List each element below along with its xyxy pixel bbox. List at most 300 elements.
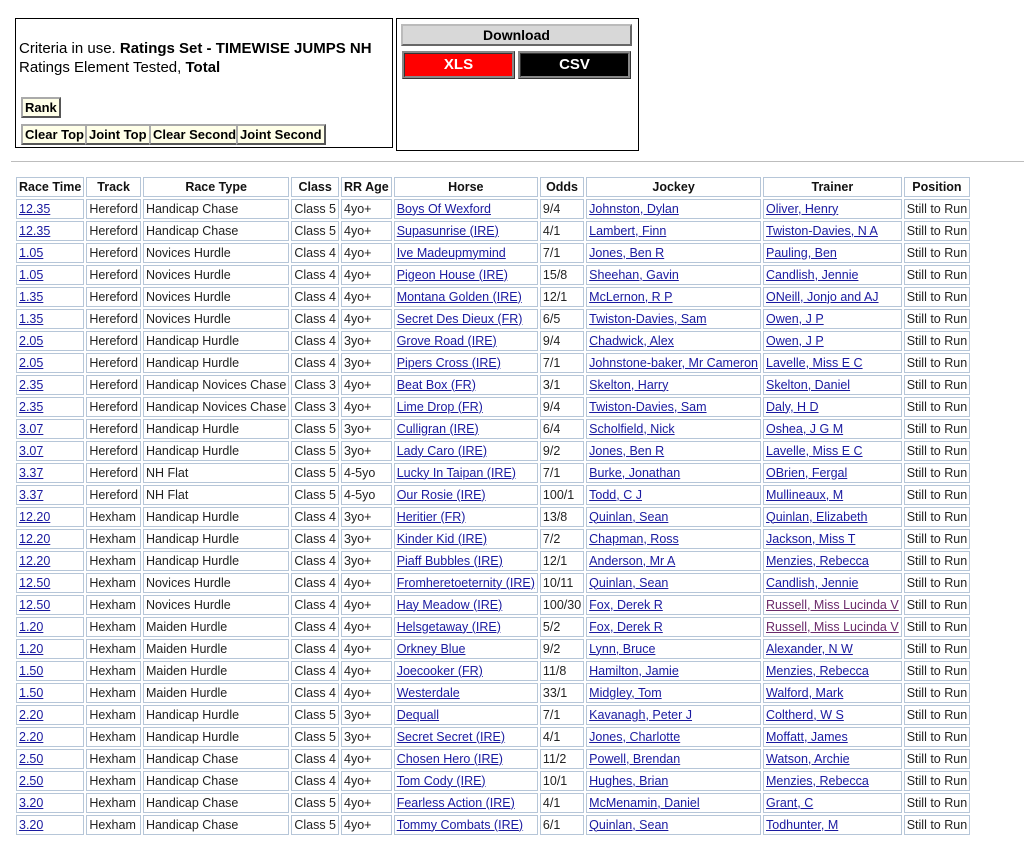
- race-type-cell: Handicap Hurdle: [143, 551, 289, 571]
- rr-age-cell: 4yo+: [341, 595, 392, 615]
- trainer-link[interactable]: Moffatt, James: [766, 729, 848, 744]
- race-time-link[interactable]: 2.50: [19, 751, 44, 766]
- jockey-cell: [586, 705, 761, 725]
- rr-age-cell: 4yo+: [341, 661, 392, 681]
- rr-age-cell: 4yo+: [341, 199, 392, 219]
- race-time-link[interactable]: 2.05: [19, 355, 44, 370]
- odds-cell: 6/5: [540, 309, 584, 329]
- trainer-link[interactable]: Mullineaux, M: [766, 487, 844, 502]
- race-time-cell: [16, 683, 84, 703]
- race-time-link[interactable]: 3.37: [19, 487, 44, 502]
- trainer-link[interactable]: Alexander, N W: [766, 641, 853, 656]
- rr-age-cell: 3yo+: [341, 441, 392, 461]
- class-cell: Class 4: [291, 507, 339, 527]
- rr-age-cell: 4yo+: [341, 573, 392, 593]
- race-type-cell: Handicap Hurdle: [143, 529, 289, 549]
- horse-link[interactable]: Culligran (IRE): [396, 421, 479, 436]
- position-cell: Still to Run: [904, 441, 970, 461]
- jockey-link[interactable]: Powell, Brendan: [589, 751, 681, 766]
- horse-cell: [394, 639, 538, 659]
- race-time-link[interactable]: 3.20: [19, 795, 44, 810]
- table-row: [16, 639, 970, 659]
- race-time-link[interactable]: 3.07: [19, 443, 44, 458]
- odds-cell: 9/4: [540, 199, 584, 219]
- trainer-link[interactable]: Oliver, Henry: [766, 201, 839, 216]
- race-time-cell: [16, 243, 84, 263]
- header-position: Position: [904, 177, 970, 197]
- jockey-link[interactable]: Jones, Ben R: [589, 245, 665, 260]
- race-time-link[interactable]: 2.50: [19, 773, 44, 788]
- horse-link[interactable]: Fearless Action (IRE): [396, 795, 515, 810]
- odds-cell: 4/1: [540, 727, 584, 747]
- table-row: [16, 617, 970, 637]
- class-cell: Class 5: [291, 727, 339, 747]
- trainer-link[interactable]: Oshea, J G M: [766, 421, 844, 436]
- horse-link[interactable]: Boys Of Wexford: [396, 201, 491, 216]
- race-time-link[interactable]: 1.35: [19, 311, 44, 326]
- trainer-link[interactable]: Menzies, Rebecca: [766, 553, 869, 568]
- table-row: [16, 419, 970, 439]
- trainer-link[interactable]: Watson, Archie: [766, 751, 850, 766]
- position-cell: Still to Run: [904, 309, 970, 329]
- position-cell: Still to Run: [904, 419, 970, 439]
- rr-age-cell: 4yo+: [341, 287, 392, 307]
- table-row: [16, 221, 970, 241]
- class-cell: Class 5: [291, 463, 339, 483]
- horse-cell: [394, 617, 538, 637]
- race-time-link[interactable]: 12.50: [19, 575, 51, 590]
- track-cell: Hexham: [86, 595, 141, 615]
- horse-cell: [394, 485, 538, 505]
- rr-age-cell: 3yo+: [341, 331, 392, 351]
- trainer-link[interactable]: Russell, Miss Lucinda V: [766, 597, 899, 612]
- race-time-link[interactable]: 1.20: [19, 641, 44, 656]
- horse-link[interactable]: Westerdale: [396, 685, 460, 700]
- jockey-link[interactable]: Lynn, Bruce: [589, 641, 656, 656]
- horse-link[interactable]: Beat Box (FR): [396, 377, 476, 392]
- race-time-cell: [16, 727, 84, 747]
- header-race-type: Race Type: [143, 177, 289, 197]
- horse-cell: [394, 397, 538, 417]
- jockey-cell: [586, 617, 761, 637]
- race-time-link[interactable]: 12.50: [19, 597, 51, 612]
- race-time-cell: [16, 463, 84, 483]
- race-time-cell: [16, 419, 84, 439]
- race-time-cell: [16, 793, 84, 813]
- race-time-link[interactable]: 12.20: [19, 509, 51, 524]
- horse-link[interactable]: Tom Cody (IRE): [396, 773, 486, 788]
- track-cell: Hexham: [86, 683, 141, 703]
- horse-cell: [394, 727, 538, 747]
- horse-link[interactable]: Secret Secret (IRE): [396, 729, 506, 744]
- clear-second-button[interactable]: Clear Second: [149, 124, 240, 145]
- trainer-link[interactable]: Candlish, Jennie: [766, 575, 859, 590]
- race-time-link[interactable]: 2.05: [19, 333, 44, 348]
- trainer-link[interactable]: Lavelle, Miss E C: [766, 355, 863, 370]
- track-cell: Hereford: [86, 287, 141, 307]
- horse-link[interactable]: Montana Golden (IRE): [396, 289, 522, 304]
- race-time-cell: [16, 265, 84, 285]
- horse-cell: [394, 265, 538, 285]
- horse-link[interactable]: Secret Des Dieux (FR): [396, 311, 523, 326]
- horse-link[interactable]: Grove Road (IRE): [396, 333, 497, 348]
- jockey-link[interactable]: Quinlan, Sean: [589, 817, 669, 832]
- jockey-link[interactable]: Jones, Ben R: [589, 443, 665, 458]
- jockey-link[interactable]: Johnston, Dylan: [589, 201, 679, 216]
- jockey-link[interactable]: McMenamin, Daniel: [589, 795, 700, 810]
- jockey-link[interactable]: Chadwick, Alex: [589, 333, 674, 348]
- trainer-link[interactable]: Menzies, Rebecca: [766, 773, 869, 788]
- track-cell: Hereford: [86, 485, 141, 505]
- horse-link[interactable]: Joecooker (FR): [396, 663, 483, 678]
- table-row: [16, 815, 970, 835]
- trainer-cell: [763, 661, 902, 681]
- rr-age-cell: 3yo+: [341, 507, 392, 527]
- race-time-link[interactable]: 1.05: [19, 245, 44, 260]
- race-time-link[interactable]: 12.20: [19, 531, 51, 546]
- jockey-link[interactable]: Hughes, Brian: [589, 773, 669, 788]
- position-cell: Still to Run: [904, 683, 970, 703]
- trainer-cell: [763, 617, 902, 637]
- track-cell: Hexham: [86, 639, 141, 659]
- table-row: [16, 749, 970, 769]
- track-cell: Hexham: [86, 529, 141, 549]
- table-row: [16, 507, 970, 527]
- jockey-link[interactable]: Fox, Derek R: [589, 619, 663, 634]
- jockey-link[interactable]: Anderson, Mr A: [589, 553, 676, 568]
- trainer-link[interactable]: Grant, C: [766, 795, 814, 810]
- track-cell: Hexham: [86, 573, 141, 593]
- horse-link[interactable]: Lime Drop (FR): [396, 399, 483, 414]
- race-time-link[interactable]: 1.20: [19, 619, 44, 634]
- track-cell: Hexham: [86, 749, 141, 769]
- rr-age-cell: 4yo+: [341, 309, 392, 329]
- horse-cell: [394, 221, 538, 241]
- header-class: Class: [291, 177, 339, 197]
- jockey-link[interactable]: Hamilton, Jamie: [589, 663, 679, 678]
- horse-link[interactable]: Lady Caro (IRE): [396, 443, 487, 458]
- race-type-cell: Handicap Hurdle: [143, 353, 289, 373]
- odds-cell: 4/1: [540, 793, 584, 813]
- jockey-link[interactable]: Burke, Jonathan: [589, 465, 681, 480]
- table-row: [16, 353, 970, 373]
- odds-cell: 6/1: [540, 815, 584, 835]
- horse-link[interactable]: Pipers Cross (IRE): [396, 355, 501, 370]
- trainer-cell: [763, 573, 902, 593]
- jockey-link[interactable]: Quinlan, Sean: [589, 575, 669, 590]
- race-type-cell: Handicap Chase: [143, 815, 289, 835]
- jockey-link[interactable]: McLernon, R P: [589, 289, 673, 304]
- class-cell: Class 4: [291, 661, 339, 681]
- odds-cell: 12/1: [540, 287, 584, 307]
- race-type-cell: Novices Hurdle: [143, 287, 289, 307]
- jockey-cell: [586, 287, 761, 307]
- jockey-link[interactable]: Lambert, Finn: [589, 223, 667, 238]
- trainer-cell: [763, 221, 902, 241]
- trainer-link[interactable]: Quinlan, Elizabeth: [766, 509, 868, 524]
- race-time-cell: [16, 199, 84, 219]
- trainer-link[interactable]: Owen, J P: [766, 333, 824, 348]
- trainer-cell: [763, 331, 902, 351]
- horse-link[interactable]: Pigeon House (IRE): [396, 267, 508, 282]
- jockey-link[interactable]: Midgley, Tom: [589, 685, 662, 700]
- race-type-cell: Handicap Chase: [143, 221, 289, 241]
- xls-download-button[interactable]: XLS: [402, 51, 515, 79]
- track-cell: Hexham: [86, 727, 141, 747]
- odds-cell: 15/8: [540, 265, 584, 285]
- horse-cell: [394, 573, 538, 593]
- jockey-link[interactable]: Kavanagh, Peter J: [589, 707, 693, 722]
- rr-age-cell: 4yo+: [341, 793, 392, 813]
- criteria-text: [19, 39, 372, 77]
- race-time-cell: [16, 705, 84, 725]
- trainer-link[interactable]: Twiston-Davies, N A: [766, 223, 878, 238]
- class-cell: Class 5: [291, 419, 339, 439]
- horse-link[interactable]: Kinder Kid (IRE): [396, 531, 487, 546]
- race-time-link[interactable]: 1.05: [19, 267, 44, 282]
- horse-cell: [394, 661, 538, 681]
- jockey-cell: [586, 441, 761, 461]
- race-time-cell: [16, 771, 84, 791]
- race-time-link[interactable]: 12.20: [19, 553, 51, 568]
- table-body: [16, 199, 970, 835]
- table-row: [16, 397, 970, 417]
- class-cell: Class 4: [291, 331, 339, 351]
- trainer-link[interactable]: Todhunter, M: [766, 817, 839, 832]
- class-cell: Class 5: [291, 705, 339, 725]
- jockey-link[interactable]: Quinlan, Sean: [589, 509, 669, 524]
- race-time-cell: [16, 331, 84, 351]
- trainer-cell: [763, 353, 902, 373]
- position-cell: Still to Run: [904, 815, 970, 835]
- jockey-link[interactable]: Jones, Charlotte: [589, 729, 681, 744]
- class-cell: Class 4: [291, 573, 339, 593]
- odds-cell: 9/2: [540, 441, 584, 461]
- trainer-link[interactable]: Menzies, Rebecca: [766, 663, 869, 678]
- trainer-link[interactable]: Candlish, Jennie: [766, 267, 859, 282]
- rr-age-cell: 3yo+: [341, 551, 392, 571]
- jockey-cell: [586, 419, 761, 439]
- race-time-link[interactable]: 2.20: [19, 729, 44, 744]
- table-row: [16, 529, 970, 549]
- trainer-link[interactable]: ONeill, Jonjo and AJ: [766, 289, 879, 304]
- race-time-cell: [16, 441, 84, 461]
- race-time-cell: [16, 529, 84, 549]
- horse-link[interactable]: Our Rosie (IRE): [396, 487, 486, 502]
- table-row: [16, 683, 970, 703]
- track-cell: Hereford: [86, 441, 141, 461]
- rr-age-cell: 4-5yo: [341, 485, 392, 505]
- jockey-cell: [586, 727, 761, 747]
- table-header-row: [16, 177, 970, 197]
- trainer-cell: [763, 485, 902, 505]
- rr-age-cell: 4yo+: [341, 375, 392, 395]
- jockey-link[interactable]: Scholfield, Nick: [589, 421, 675, 436]
- trainer-cell: [763, 727, 902, 747]
- jockey-link[interactable]: Johnstone-baker, Mr Cameron: [589, 355, 758, 370]
- jockey-cell: [586, 485, 761, 505]
- horse-link[interactable]: Orkney Blue: [396, 641, 466, 656]
- horse-link[interactable]: Chosen Hero (IRE): [396, 751, 503, 766]
- jockey-link[interactable]: Twiston-Davies, Sam: [589, 399, 707, 414]
- odds-cell: 7/1: [540, 353, 584, 373]
- race-time-link[interactable]: 2.35: [19, 399, 44, 414]
- race-type-cell: Handicap Chase: [143, 793, 289, 813]
- odds-cell: 7/1: [540, 463, 584, 483]
- track-cell: Hereford: [86, 265, 141, 285]
- table-row: [16, 309, 970, 329]
- track-cell: Hereford: [86, 463, 141, 483]
- position-cell: Still to Run: [904, 287, 970, 307]
- trainer-link[interactable]: Jackson, Miss T: [766, 531, 856, 546]
- element-value: Total: [185, 59, 221, 76]
- joint-second-button[interactable]: Joint Second: [236, 124, 326, 145]
- horse-cell: [394, 551, 538, 571]
- race-time-link[interactable]: 1.50: [19, 685, 44, 700]
- table-row: [16, 727, 970, 747]
- horse-cell: [394, 287, 538, 307]
- race-time-cell: [16, 617, 84, 637]
- jockey-cell: [586, 243, 761, 263]
- race-time-link[interactable]: 3.07: [19, 421, 44, 436]
- rr-age-cell: 4yo+: [341, 749, 392, 769]
- jockey-link[interactable]: Todd, C J: [589, 487, 642, 502]
- jockey-link[interactable]: Chapman, Ross: [589, 531, 679, 546]
- horse-cell: [394, 419, 538, 439]
- race-type-cell: Maiden Hurdle: [143, 661, 289, 681]
- track-cell: Hexham: [86, 793, 141, 813]
- track-cell: Hexham: [86, 771, 141, 791]
- position-cell: Still to Run: [904, 617, 970, 637]
- horse-link[interactable]: Fromheretoeternity (IRE): [396, 575, 535, 590]
- criteria-panel: [15, 18, 393, 148]
- race-type-cell: Handicap Chase: [143, 749, 289, 769]
- jockey-cell: [586, 375, 761, 395]
- race-time-cell: [16, 309, 84, 329]
- race-type-cell: Handicap Hurdle: [143, 727, 289, 747]
- track-cell: Hereford: [86, 309, 141, 329]
- position-cell: Still to Run: [904, 243, 970, 263]
- race-time-cell: [16, 595, 84, 615]
- trainer-link[interactable]: Pauling, Ben: [766, 245, 837, 260]
- position-cell: Still to Run: [904, 771, 970, 791]
- jockey-cell: [586, 463, 761, 483]
- horse-link[interactable]: Tommy Combats (IRE): [396, 817, 524, 832]
- header-odds: Odds: [540, 177, 584, 197]
- horse-link[interactable]: Piaff Bubbles (IRE): [396, 553, 503, 568]
- clear-top-button[interactable]: Clear Top: [21, 124, 88, 145]
- rank-button[interactable]: Rank: [21, 97, 61, 118]
- track-cell: Hereford: [86, 353, 141, 373]
- horse-link[interactable]: Lucky In Taipan (IRE): [396, 465, 516, 480]
- track-cell: Hexham: [86, 705, 141, 725]
- race-time-link[interactable]: 2.35: [19, 377, 44, 392]
- jockey-cell: [586, 749, 761, 769]
- trainer-link[interactable]: Lavelle, Miss E C: [766, 443, 863, 458]
- horse-cell: [394, 463, 538, 483]
- table-row: [16, 771, 970, 791]
- class-cell: Class 4: [291, 287, 339, 307]
- track-cell: Hereford: [86, 199, 141, 219]
- table-row: [16, 331, 970, 351]
- position-cell: Still to Run: [904, 463, 970, 483]
- race-time-cell: [16, 749, 84, 769]
- rr-age-cell: 4yo+: [341, 771, 392, 791]
- horse-link[interactable]: Supasunrise (IRE): [396, 223, 499, 238]
- ratings-set-label: Ratings Set - TIMEWISE JUMPS NH: [119, 40, 372, 57]
- criteria-prefix: Criteria in use.: [19, 40, 120, 57]
- rr-age-cell: 3yo+: [341, 419, 392, 439]
- table-row: [16, 243, 970, 263]
- trainer-cell: [763, 595, 902, 615]
- trainer-link[interactable]: OBrien, Fergal: [766, 465, 848, 480]
- trainer-link[interactable]: Coltherd, W S: [766, 707, 844, 722]
- class-cell: Class 3: [291, 397, 339, 417]
- rr-age-cell: 4yo+: [341, 815, 392, 835]
- table-row: [16, 265, 970, 285]
- horse-cell: [394, 529, 538, 549]
- horse-link[interactable]: Hay Meadow (IRE): [396, 597, 503, 612]
- table-row: [16, 661, 970, 681]
- race-time-link[interactable]: 2.20: [19, 707, 44, 722]
- race-time-cell: [16, 661, 84, 681]
- odds-cell: 12/1: [540, 551, 584, 571]
- race-type-cell: Maiden Hurdle: [143, 639, 289, 659]
- jockey-link[interactable]: Fox, Derek R: [589, 597, 663, 612]
- position-cell: Still to Run: [904, 749, 970, 769]
- jockey-link[interactable]: Sheehan, Gavin: [589, 267, 679, 282]
- jockey-cell: [586, 397, 761, 417]
- trainer-cell: [763, 639, 902, 659]
- horse-link[interactable]: Dequall: [396, 707, 440, 722]
- race-time-link[interactable]: 3.20: [19, 817, 44, 832]
- jockey-link[interactable]: Skelton, Harry: [589, 377, 669, 392]
- horse-link[interactable]: Ive Madeupmymind: [396, 245, 506, 260]
- race-time-cell: [16, 485, 84, 505]
- race-time-link[interactable]: 12.35: [19, 201, 51, 216]
- header-trainer: Trainer: [763, 177, 902, 197]
- race-time-cell: [16, 353, 84, 373]
- horse-link[interactable]: Helsgetaway (IRE): [396, 619, 501, 634]
- jockey-cell: [586, 507, 761, 527]
- jockey-link[interactable]: Twiston-Davies, Sam: [589, 311, 707, 326]
- trainer-link[interactable]: Owen, J P: [766, 311, 824, 326]
- position-cell: Still to Run: [904, 485, 970, 505]
- trainer-link[interactable]: Walford, Mark: [766, 685, 844, 700]
- trainer-cell: [763, 815, 902, 835]
- trainer-link[interactable]: Skelton, Daniel: [766, 377, 851, 392]
- race-time-link[interactable]: 1.35: [19, 289, 44, 304]
- race-time-link[interactable]: 3.37: [19, 465, 44, 480]
- position-cell: Still to Run: [904, 507, 970, 527]
- odds-cell: 10/1: [540, 771, 584, 791]
- position-cell: Still to Run: [904, 705, 970, 725]
- race-time-link[interactable]: 12.35: [19, 223, 51, 238]
- table-row: [16, 705, 970, 725]
- jockey-cell: [586, 595, 761, 615]
- joint-top-button[interactable]: Joint Top: [85, 124, 151, 145]
- horse-link[interactable]: Heritier (FR): [396, 509, 466, 524]
- trainer-link[interactable]: Russell, Miss Lucinda V: [766, 619, 899, 634]
- csv-download-button[interactable]: CSV: [518, 51, 631, 79]
- trainer-link[interactable]: Daly, H D: [766, 399, 819, 414]
- horse-cell: [394, 749, 538, 769]
- class-cell: Class 5: [291, 199, 339, 219]
- class-cell: Class 4: [291, 309, 339, 329]
- position-cell: Still to Run: [904, 639, 970, 659]
- race-time-link[interactable]: 1.50: [19, 663, 44, 678]
- odds-cell: 100/30: [540, 595, 584, 615]
